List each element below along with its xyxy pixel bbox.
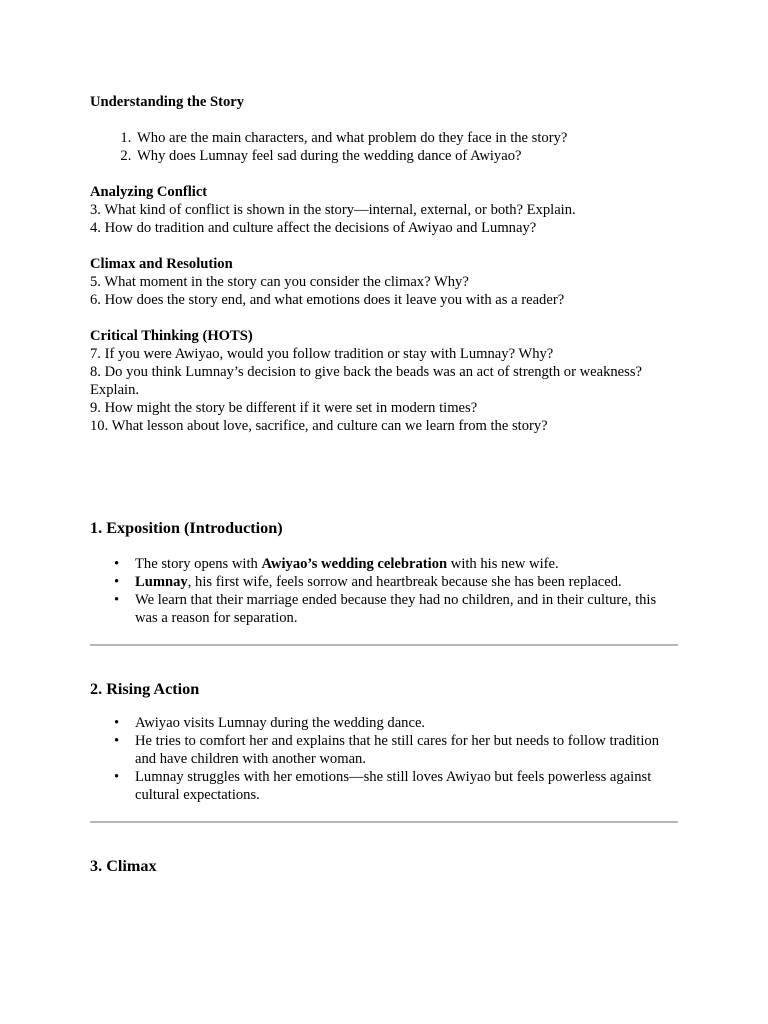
- exposition-heading: 1. Exposition (Introduction): [90, 519, 283, 537]
- question-line: 8. Do you think Lumnay’s decision to give back the beads was an act of strength or weakness? Explain.: [90, 364, 642, 398]
- question-item: 2. Why does Lumnay feel sad during the wedding dance of Awiyao?: [135, 147, 680, 165]
- bullet-bold-text: Awiyao’s wedding celebration: [261, 556, 448, 572]
- question-line: 10. What lesson about love, sacrifice, and culture can we learn from the story?: [90, 418, 548, 434]
- bullet-text: , his first wife, feels sorrow and heartbreak because she has been replaced.: [187, 574, 622, 590]
- question-line: 7. If you were Awiyao, would you follow tradition or stay with Lumnay? Why?: [90, 346, 554, 362]
- document-page: [90, 93, 680, 877]
- list-item: [135, 573, 680, 591]
- list-item: • We learn that their marriage ended because they had no children, and in their culture, this was a reason for separation.: [135, 591, 680, 627]
- question-line: 9. How might the story be different if it were set in modern times?: [90, 400, 478, 416]
- list-item: • He tries to comfort her and explains that he still cares for her but needs to follow tradition and have children with another woman.: [135, 732, 680, 768]
- exposition-bullet-list: [90, 555, 680, 627]
- section-heading-analyzing: Analyzing Conflict: [90, 184, 208, 200]
- question-item: 1. Who are the main characters, and what problem do they face in the story?: [135, 129, 680, 147]
- bullet-text: with his new wife.: [447, 556, 559, 572]
- section-heading-critical-thinking: Critical Thinking (HOTS): [90, 328, 253, 344]
- bullet-text: The story opens with: [135, 556, 262, 572]
- question-line: 3. What kind of conflict is shown in the story—internal, external, or both? Explain.: [90, 202, 576, 218]
- rising-action-bullet-list: [90, 714, 680, 804]
- section-heading-understanding: Understanding the Story: [90, 94, 245, 110]
- question-line: 5. What moment in the story can you consider the climax? Why?: [90, 274, 469, 290]
- question-line: 4. How do tradition and culture affect the decisions of Awiyao and Lumnay?: [90, 220, 537, 236]
- climax-heading: 3. Climax: [90, 857, 157, 875]
- understanding-question-list: [90, 129, 680, 165]
- question-line: 6. How does the story end, and what emotions does it leave you with as a reader?: [90, 292, 565, 308]
- list-item: • Awiyao visits Lumnay during the wedding dance.: [135, 714, 680, 732]
- list-item: • Lumnay struggles with her emotions—she still loves Awiyao but feels powerless against cultural expectations.: [135, 768, 680, 804]
- bullet-bold-text: Lumnay: [135, 574, 188, 590]
- section-heading-climax-resolution: Climax and Resolution: [90, 256, 233, 272]
- list-item: [135, 555, 680, 573]
- rising-action-heading: 2. Rising Action: [90, 680, 200, 698]
